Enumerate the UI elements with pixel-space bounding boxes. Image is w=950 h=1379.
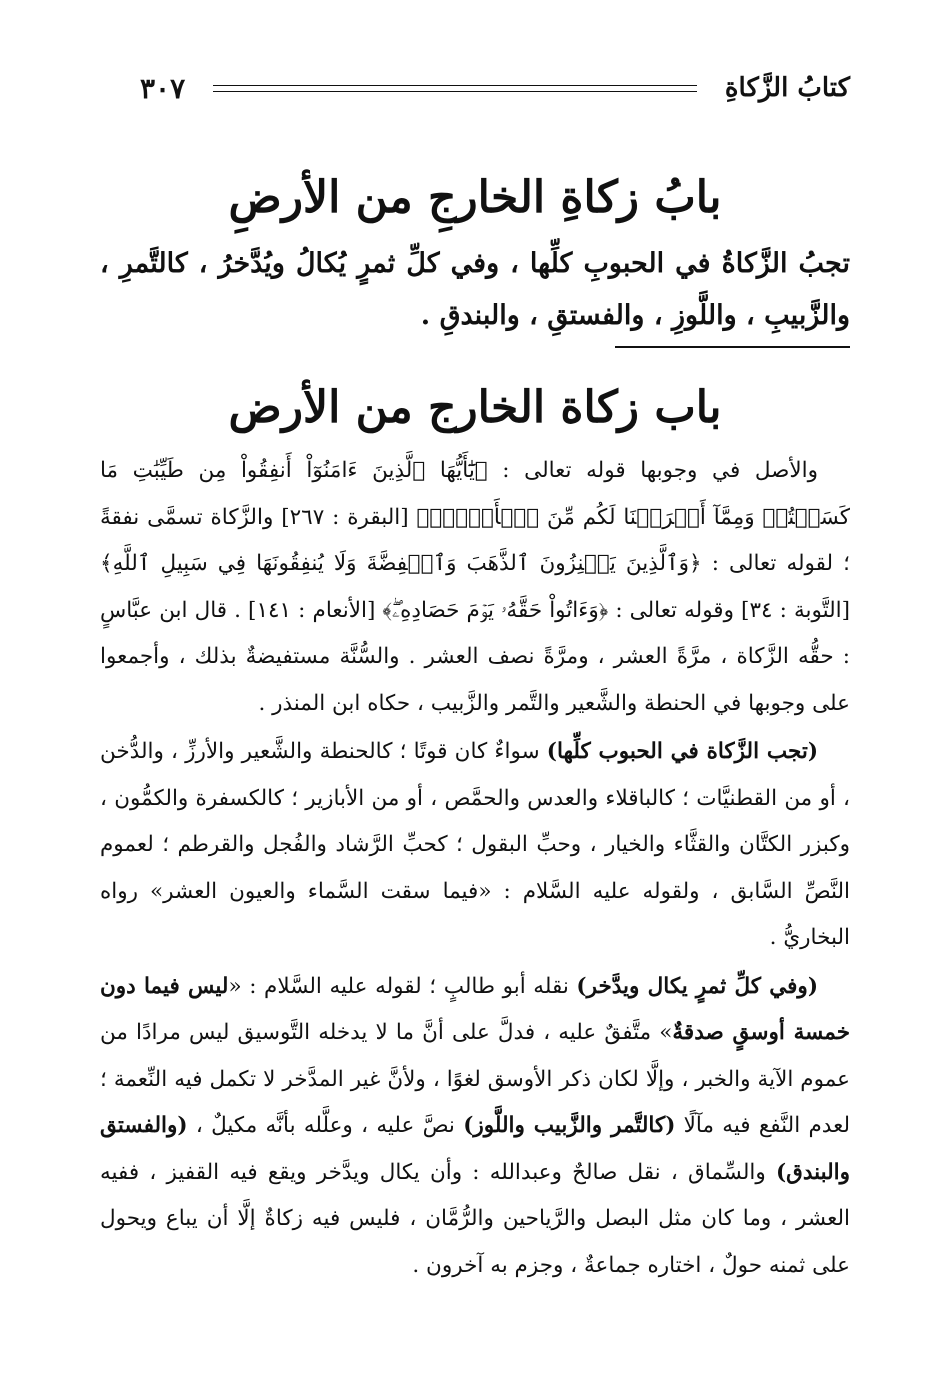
matn-quote-fruits: (وفي كلِّ ثمرٍ يكال ويدَّخر) [576, 973, 818, 999]
sharh-paragraph-3-text-4: والسِّماق ، نقل صالحٌ وعبدالله : وأن يكال ويدَّخر ويقع فيه القفيز ، ففيه العشر ، وما كان مثل البصل والرَّياحين والرُّمَّان ، فليس فيه زكاةٌ إلَّا أن يباع ويحول على ثمنه حولٌ ، اختاره جماعةٌ ، وجزم به آخرون . [100, 1159, 850, 1278]
sharh-chapter-title: باب زكاة الخارج من الأرض [228, 382, 722, 433]
sharh-paragraph-3 [100, 964, 850, 1290]
hadith-quote: ليس فيما دون خمسة أوسقٍ صدقةٌ [100, 973, 850, 1045]
matn-quote-grains: (تجب الزَّكاة في الحبوب كلِّها) [546, 739, 818, 764]
sharh-paragraph-3-text-2: » متَّفقٌ عليه ، فدلَّ على أنَّ ما لا يدخله التَّوسيق ليس مرادًا من عموم الآية والخبر ، وإلَّا لكان ذكر الأوسق لغوًا ، ولأنَّ غير المدَّخر لا تكمل فيه النِّعمة ؛ لعدم النَّفع فيه مآلًا [100, 1020, 850, 1138]
sharh-paragraph-3-text-3: نصَّ عليه ، وعلَّله بأنَّه مكيلٌ ، [187, 1113, 464, 1138]
matn-text: تجبُ الزَّكاةُ في الحبوبِ كلِّها ، وفي كلِّ ثمرٍ يُكالُ ويُدَّخرُ ، كالتَّمرِ ، والزَّبيبِ ، واللَّوزِ ، والفستقِ ، والبندقِ . [100, 248, 850, 331]
running-header-book-title: كتابُ الزَّكاةِ [724, 73, 850, 103]
sharh-paragraph-2-text: سواءٌ كان قوتًا ؛ كالحنطة والشَّعير والأرزِّ ، والدُّخن ، أو من القطنيَّات ؛ كالباقلاء والعدس والحمَّص ، أو من الأبازير ؛ كالكسفرة والكمُّون ، وكبزر الكتَّان والقثَّاء والخيار ، وحبِّ البقول ؛ كحبِّ الرَّشاد والفُجل والقرطم ؛ لعموم النَّصِّ السَّابق ، ولقوله عليه السَّلام : «فيما سقت السَّماء والعيون العشر» رواه البخاريُّ . [100, 739, 850, 950]
sharh-commentary [100, 448, 850, 1289]
header-rule [213, 85, 697, 92]
matn-chapter-title: بابُ زكاةِ الخارجِ من الأرضِ [228, 172, 722, 223]
matn-sharh-divider [615, 346, 850, 348]
matn-quote-nuts: (والفستق والبندق) [100, 1113, 850, 1185]
running-header [140, 68, 850, 108]
page-number: ٣٠٧ [140, 71, 186, 105]
matn-quote-dates: (كالتَّمر والزَّبيب واللَّوز) [463, 1113, 676, 1138]
sharh-paragraph-1: والأصل في وجوبها قوله تعالى : ﴿يَٰٓأَيُّهَا ٱلَّذِينَ ءَامَنُوٓاْ أَنفِقُواْ مِن طَيِّبَٰتِ مَا كَسَبۡتُمۡ وَمِمَّآ أَخۡرَجۡنَا لَكُم مِّنَ ٱلۡأَرۡضِۖ﴾ [البقرة : ٢٦٧] والزَّكاة تسمَّى نفقةً ؛ لقوله تعالى : ﴿وَٱلَّذِينَ يَكۡنِزُونَ ٱلذَّهَبَ وَٱلۡفِضَّةَ وَلَا يُنفِقُونَهَا فِي سَبِيلِ ٱللَّهِ﴾ [التَّوبة : ٣٤] وقوله تعالى : ﴿وَءَاتُواْ حَقَّهُۥ يَوۡمَ حَصَادِهِۦۖ﴾ [الأنعام : ١٤١] . قال ابن عبَّاسٍ : حقُّه الزَّكاة ، مرَّةً العشر ، ومرَّةً نصف العشر . والسُّنَّة مستفيضةٌ بذلك ، وأجمعوا على وجوبها في الحنطة والشَّعير والتَّمر والزَّبيب ، حكاه ابن المنذر . [100, 458, 850, 716]
sharh-paragraph-3-text-1: نقله أبو طالبٍ ؛ لقوله عليه السَّلام : « [228, 973, 569, 999]
sharh-paragraph-2 [100, 729, 850, 962]
